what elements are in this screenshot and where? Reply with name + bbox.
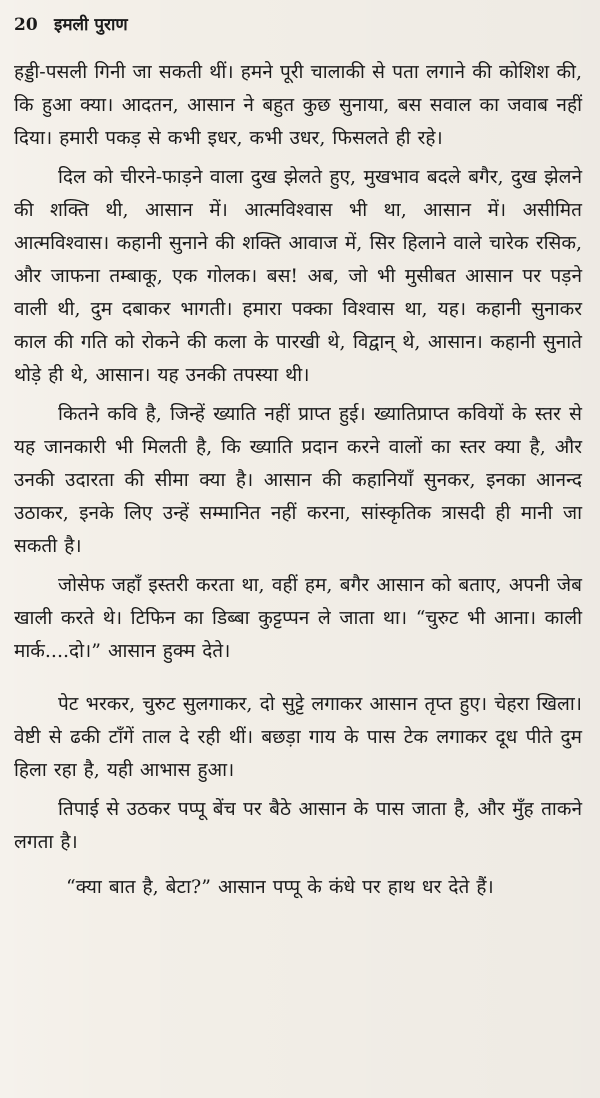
paragraph-4: जोसेफ जहाँ इस्तरी करता था, वहीं हम, बगैर आसान को बताए, अपनी जेब खाली करते थे। टिफिन का डिब्बा कुट्टप्पन ले जाता था। “चुरुट भी आना। काली मार्क....दो।” आसान हुक्म देते।	[14, 574, 582, 662]
paragraph-6: तिपाई से उठकर पप्पू बेंच पर बैठे आसान के पास जाता है, और मुँह ताकने लगता है।	[14, 798, 582, 853]
paragraph-7: “क्या बात है, बेटा?” आसान पप्पू के कंधे पर हाथ धर देते हैं।	[66, 876, 494, 898]
page-body	[14, 56, 582, 904]
paragraph-3: कितने कवि है, जिन्हें ख्याति नहीं प्राप्त हुई। ख्यातिप्राप्त कवियों के स्तर से यह जानकारी भी मिलती है, कि ख्याति प्रदान करने वालों का स्तर क्या है, और उनकी उदारता की सीमा क्या है। आसान की कहानियाँ सुनकर, इनका आनन्द उठाकर, इनके लिए उन्हें सम्मानित नहीं करना, सांस्कृतिक त्रासदी ही मानी जा सकती है।	[14, 403, 582, 557]
paragraph-2: दिल को चीरने-फाड़ने वाला दुख झेलते हुए, मुखभाव बदले बगैर, दुख झेलने की शक्ति थी, आसान में। आत्मविश्वास भी था, आसान में। असीमित आत्मविश्वास। कहानी सुनाने की शक्ति आवाज में, सिर हिलाने वाले चारेक रसिक, और जाफना तम्बाकू, एक गोलक। बस! अब, जो भी मुसीबत आसान पर पड़ने वाली थी, दुम दबाकर भागती। हमारा पक्का विश्वास था, यह। कहानी सुनाकर काल की गति को रोकने की कला के पारखी थे, विद्वान् थे, आसान। कहानी सुनाते थोड़े ही थे, आसान। यह उनकी तपस्या थी।	[14, 166, 582, 386]
page-number: 20	[14, 15, 38, 35]
running-title: इमली पुराण	[54, 15, 128, 35]
paragraph-5: पेट भरकर, चुरुट सुलगाकर, दो सुट्टे लगाकर आसान तृप्त हुए। चेहरा खिला। वेष्टी से ढकी टाँगें ताल दे रही थीं। बछड़ा गाय के पास टेक लगाकर दूध पीते दुम हिला रहा है, यही आभास हुआ।	[14, 693, 582, 781]
paragraph-1: हड्डी-पसली गिनी जा सकती थीं। हमने पूरी चालाकी से पता लगाने की कोशिश की, कि हुआ क्या। आदतन, आसान ने बहुत कुछ सुनाया, बस सवाल का जवाब नहीं दिया। हमारी पकड़ से कभी इधर, कभी उधर, फिसलते ही रहे।	[14, 61, 582, 149]
page-header	[14, 12, 582, 46]
